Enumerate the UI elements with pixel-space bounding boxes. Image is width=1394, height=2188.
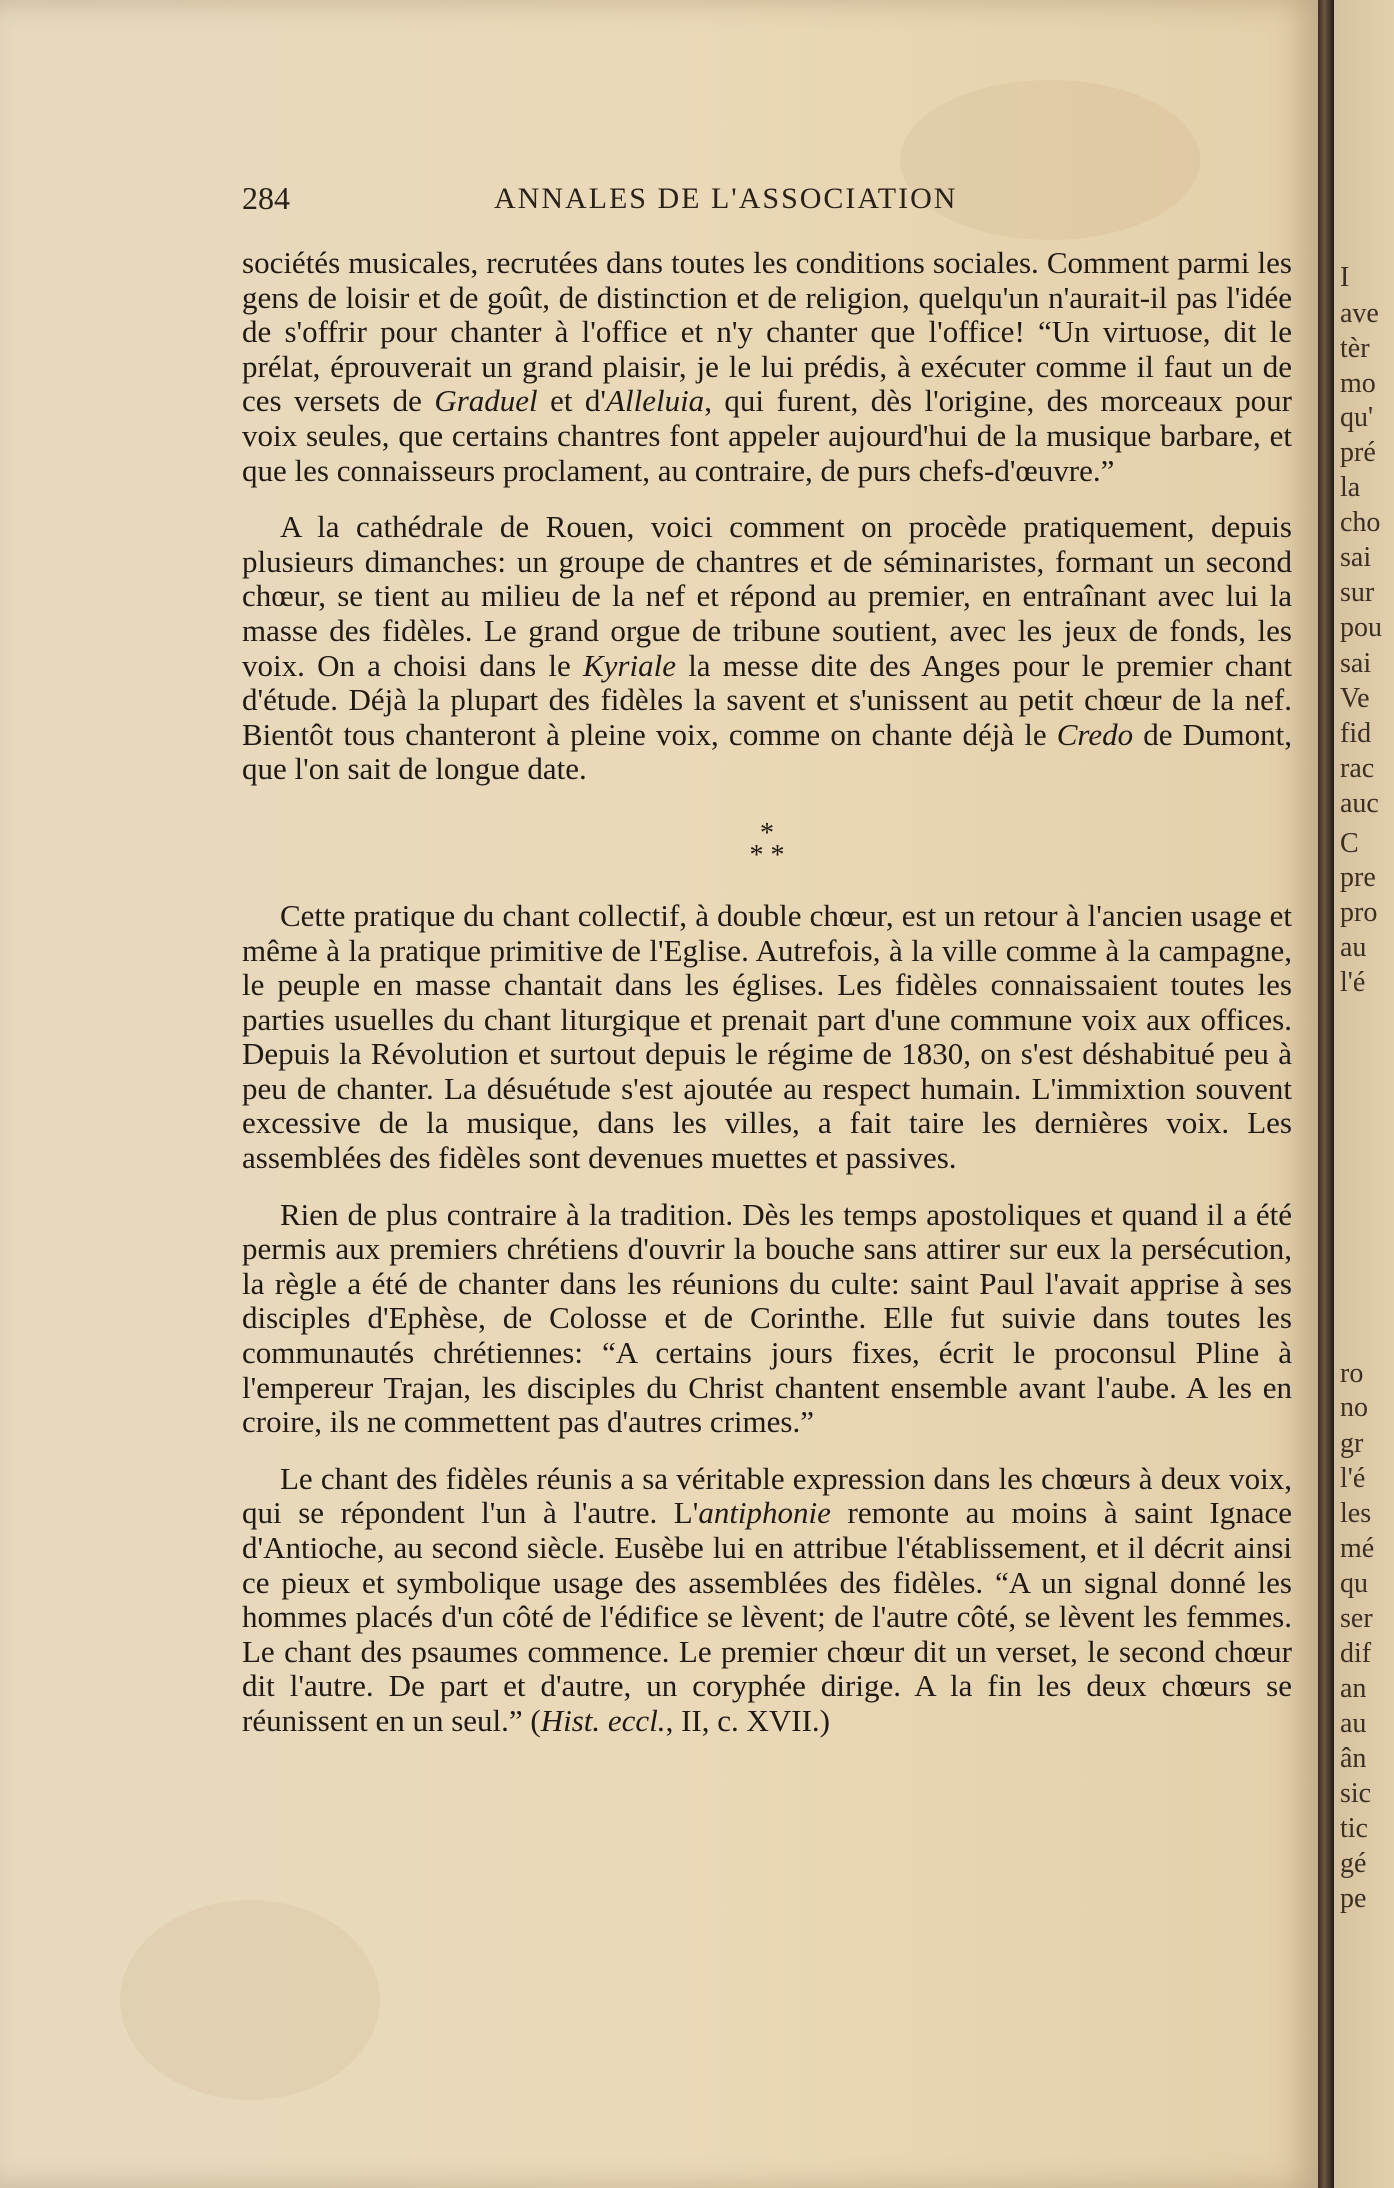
facing-page-fragment: an [1340, 1673, 1367, 1704]
facing-page-fragment: sic [1340, 1778, 1372, 1809]
paragraph-3: Cette pratique du chant collectif, à double chœur, est un retour à l'ancien usage et même à la pratique primitive de l'Eglise. Autrefois, à la ville comme à la campagne, le peuple en masse chantait dans les églises. Les fidèles connaissaient toutes les parties usuelles du chant liturgique et prenait part d'une commune voix aux offices. Depuis la Révolution et surtout depuis le régime de 1830, on s'est déshabitué peu à peu de chanter. La désuétude s'est ajoutée au respect humain. L'immixtion souvent excessive de la musique, dans les villes, a fait taire les dernières voix. Les assemblées des fidèles sont devenues muettes et passives. [242, 897, 1292, 1176]
paper-stain [120, 1900, 380, 2100]
facing-page-fragment: l'é [1340, 1463, 1366, 1494]
facing-page-fragment: sur [1340, 577, 1375, 608]
facing-page-fragment: ser [1340, 1603, 1373, 1634]
italic-term: Graduel [434, 383, 538, 419]
asterism-bottom: * * [749, 839, 785, 871]
facing-page-fragment: pro [1340, 897, 1378, 928]
italic-term: Credo [1056, 716, 1134, 752]
facing-page-fragment: sai [1340, 648, 1372, 679]
facing-page-fragment: pe [1340, 1883, 1367, 1914]
facing-page-fragment: pré [1340, 437, 1376, 468]
facing-page-fragment: sai [1340, 542, 1372, 573]
facing-page-fragment: au [1340, 932, 1367, 963]
facing-page-fragment: gr [1340, 1428, 1364, 1459]
running-head: ANNALES DE L'ASSOCIATION [494, 182, 958, 215]
paragraph-2 [242, 510, 1292, 787]
text-run: Le chant des fidèles réunis a sa véritable expression dans les chœurs à deux voix, qui se répondent l'un à l'autre. L' [242, 1460, 1292, 1531]
text-run: sociétés musicales, recrutées dans toutes les conditions sociales. Comment parmi les gens de loisir et de goût, de distinction et de religion, quelqu'un n'aurait-il pas l'idée de s'offrir pour chanter à l'office et n'y chanter que l'office! “Un virtuose, dit le prélat, éprouverait un grand plaisir, je le lui prédis, à exécuter comme il faut un de ces versets de [242, 245, 1292, 419]
text-run: et d' [537, 383, 607, 419]
facing-page-fragment: tic [1340, 1813, 1368, 1844]
facing-page-fragment: tèr [1340, 333, 1370, 364]
facing-page-fragment: ân [1340, 1743, 1367, 1774]
facing-page-fragment: pou [1340, 612, 1382, 643]
italic-term: Alleluia [606, 383, 705, 419]
facing-page-fragment: cho [1340, 507, 1381, 538]
facing-page-fragment: fid [1340, 718, 1372, 749]
paragraph-1 [242, 246, 1292, 488]
paragraph-4: Rien de plus contraire à la tradition. Dès les temps apostoliques et quand il a été permis aux premiers chrétiens d'ouvrir la bouche sans attirer sur eux la persécution, la règle a été de chanter dans les réunions du culte: saint Paul l'avait apprise à ses disciples d'Ephèse, de Colosse et de Corinthe. Elle fut suivie dans toutes les communautés chrétiennes: “A certains jours fixes, écrit le proconsul Pline à l'empereur Trajan, les disciples du Christ chantent ensemble avant l'aube. A les en croire, ils ne commettent pas d'autres crimes.” [242, 1196, 1292, 1440]
facing-page-fragment: qu [1340, 1568, 1368, 1599]
facing-page-fragment: auc [1340, 788, 1379, 819]
italic-term: Hist. eccl. [540, 1702, 666, 1738]
text-run: remonte au moins à saint Ignace d'Antioche, au second siècle. Eusèbe lui en attribue l'établissement, et il décrit ainsi ce pieux et symbolique usage des assemblées des fidèles. “A un signal donné les hommes placés d'un côté de l'édifice se lèvent; de l'autre côté, se lèvent les femmes. Le chant des psaumes commence. Le premier chœur dit un verset, le second chœur dit l'autre. De part et d'autre, un coryphée dirige. A la fin les deux chœurs se réunissent en un seul.” ( [242, 1495, 1292, 1738]
text-run: de Dumont, que l'on sait de longue date. [242, 716, 1292, 787]
facing-page-fragment: rac [1340, 753, 1375, 784]
body-text [242, 246, 1292, 1739]
asterism-divider [242, 787, 1292, 899]
italic-term: antiphonie [698, 1495, 831, 1531]
facing-page-fragment: les [1340, 1498, 1372, 1529]
facing-page-fragment: ro [1340, 1358, 1364, 1389]
italic-term: Kyriale [582, 647, 676, 683]
text-run: la messe dite des Anges pour le premier chant d'étude. Déjà la plupart des fidèles la savent et s'unissent au petit chœur de la nef. Bientôt tous chanteront à pleine voix, comme on chante déjà le [242, 647, 1292, 752]
facing-page-fragment: l'é [1340, 967, 1366, 998]
text-run: , II, c. XVII.) [665, 1702, 830, 1738]
facing-page-fragment: mé [1340, 1533, 1375, 1564]
book-gutter [1318, 0, 1334, 2188]
page-number: 284 [242, 180, 290, 216]
facing-page-fragment: au [1340, 1708, 1367, 1739]
asterism-top: * [760, 817, 774, 849]
facing-page-fragment: Ve [1340, 683, 1370, 714]
text-run: A la cathédrale de Rouen, voici comment on procède pratiquement, depuis plusieurs dimanches: un groupe de chantres et de séminaristes, formant un second chœur, se tient au milieu de la nef et répond au premier, en entraînant avec lui la masse des fidèles. Le grand orgue de tribune soutient, avec les jeux de fonds, les voix. On a choisi dans le [242, 509, 1292, 683]
facing-page-fragment: la [1340, 472, 1361, 503]
facing-page-fragment: I [1340, 262, 1350, 293]
facing-page-fragment: no [1340, 1392, 1368, 1423]
facing-page-fragment: dif [1340, 1638, 1372, 1669]
paragraph-5 [242, 1462, 1292, 1739]
text-run: , qui furent, dès l'origine, des morceaux pour voix seules, que certains chantres font appeler aujourd'hui de la musique barbare, et que les connaisseurs proclament, au contraire, de purs chefs-d'œuvre.” [242, 383, 1292, 488]
facing-page-fragment: gé [1340, 1848, 1367, 1879]
facing-page-fragment: pre [1340, 862, 1376, 893]
facing-page-fragment: mo [1340, 368, 1376, 399]
facing-page-edge [1334, 0, 1394, 2188]
facing-page-fragment: ave [1340, 298, 1379, 329]
facing-page-fragment: qu' [1340, 402, 1374, 433]
facing-page-fragment: C [1340, 828, 1359, 859]
page-header [242, 180, 1062, 230]
